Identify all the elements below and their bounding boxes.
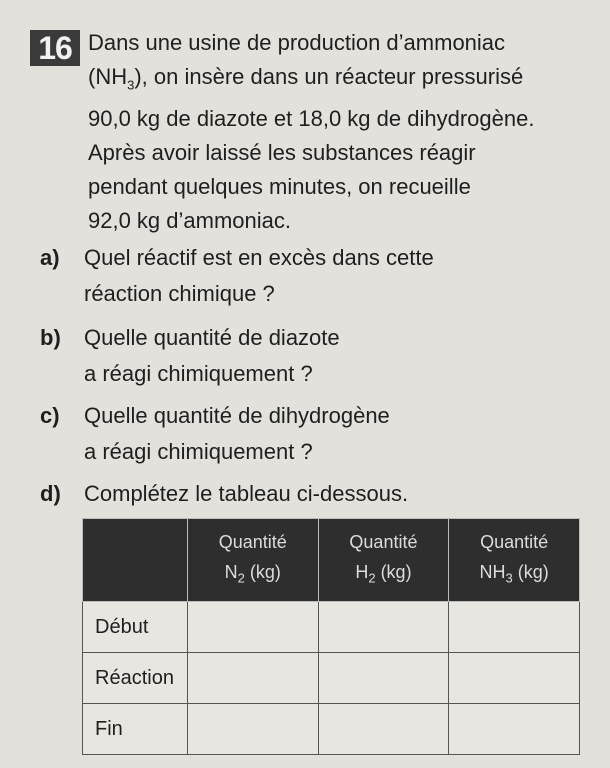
cell-reaction-h2[interactable] [318,653,449,704]
header-nh3: Quantité $NH_3$ (kg) [449,519,580,602]
quantities-table [82,518,580,755]
table-row [83,602,580,653]
row-label-reaction: Réaction [83,653,188,704]
cell-reaction-n2[interactable] [187,653,318,704]
question-line: Complétez le tableau ci-dessous. [84,481,409,506]
question-line: réaction chimique ? [84,281,275,306]
question-line: a réagi chimiquement ? [84,361,313,386]
cell-fin-n2[interactable] [187,704,318,755]
statement-line: Après avoir laissé les substances réagir [88,140,476,166]
header-h2: Quantité $H_2$ (kg) [318,519,449,602]
question-letter: a) [40,245,60,270]
table-row [83,704,580,755]
question-b [40,320,540,392]
statement-line: pendant quelques minutes, on recueille [88,174,471,200]
question-letter: d) [40,481,61,506]
question-letter: c) [40,403,60,428]
cell-debut-nh3[interactable] [449,602,580,653]
question-line: a réagi chimiquement ? [84,439,313,464]
question-line: Quelle quantité de dihydrogène [84,403,390,428]
table-header-row [83,519,580,602]
question-line: Quelle quantité de diazote [84,325,340,350]
statement-line: Dans une usine de production d’ammoniac [88,30,506,55]
question-a [40,240,540,312]
statement-line: 92,0 kg d’ammoniac. [88,208,291,234]
table-row [83,653,580,704]
header-n2: Quantité $N_2$ (kg) [187,519,318,602]
question-c [40,398,540,470]
cell-debut-h2[interactable] [318,602,449,653]
cell-fin-nh3[interactable] [449,704,580,755]
table-corner-cell [83,519,188,602]
row-label-debut: Début [83,602,188,653]
exercise-statement [88,26,578,238]
question-line: Quel réactif est en excès dans cette [84,245,434,270]
question-d [40,476,540,512]
row-label-fin: Fin [83,704,188,755]
cell-reaction-nh3[interactable] [449,653,580,704]
statement-line: 90,0 kg de diazote et 18,0 kg de dihydrogène. [88,106,535,132]
exercise-number: 16 [30,30,80,66]
statement-line: $(NH_3)$, on insère dans un réacteur pressurisé [88,64,524,93]
cell-debut-n2[interactable] [187,602,318,653]
question-letter: b) [40,325,61,350]
cell-fin-h2[interactable] [318,704,449,755]
